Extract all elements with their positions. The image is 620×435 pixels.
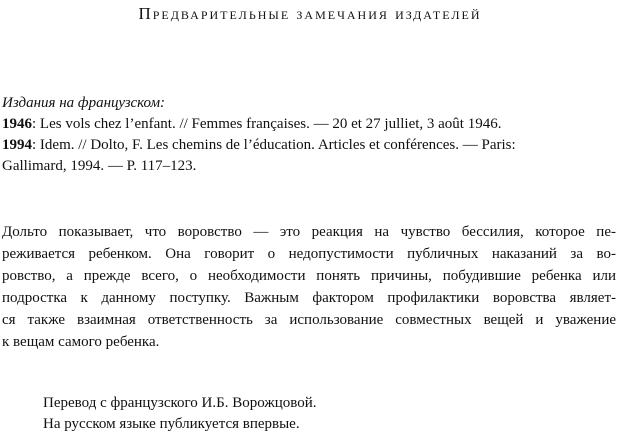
editions-label: Издания на французском: — [2, 95, 166, 111]
publication-note: На русском языке публикуется впервые. — [43, 416, 300, 432]
edition-year: 1994 — [2, 137, 32, 153]
paragraph-line: ся также взаимная ответственность за использование совместных вещей и уважение — [2, 312, 616, 328]
edition-text: : Idem. // Dolto, F. Les chemins de l’éducation. Articles et conférences. — Paris: — [32, 137, 516, 153]
edition-year: 1946 — [2, 116, 32, 132]
page-header-title: Предварительные замечания издателей — [138, 4, 482, 23]
edition-entry-1994-continued: Gallimard, 1994. — P. 117–123. — [2, 158, 197, 174]
paragraph-line: ровство, а прежде всего, о необходимости понять причины, побудившие ребенка или — [2, 268, 616, 284]
credits-block — [43, 393, 317, 435]
body-paragraph — [2, 221, 616, 353]
paragraph-line: подростка к данному поступку. Важным фактором профилактики воровства являет- — [2, 290, 616, 306]
edition-entry-1946 — [2, 114, 614, 135]
editions-block — [2, 93, 614, 177]
edition-text: : Les vols chez l’enfant. // Femmes françaises. — 20 et 27 julliet, 3 août 1946. — [32, 116, 502, 132]
edition-entry-1994 — [2, 135, 614, 156]
paragraph-line: Дольто показывает, что воровство — это реакция на чувство бессилия, которое пе- — [2, 224, 616, 240]
paragraph-line: реживается ребенком. Она говорит о недопустимости публичных наказаний за во- — [2, 246, 616, 262]
translation-credit: Перевод с французского И.Б. Ворожцовой. — [43, 395, 317, 411]
paragraph-line: к вещам самого ребенка. — [2, 334, 160, 350]
